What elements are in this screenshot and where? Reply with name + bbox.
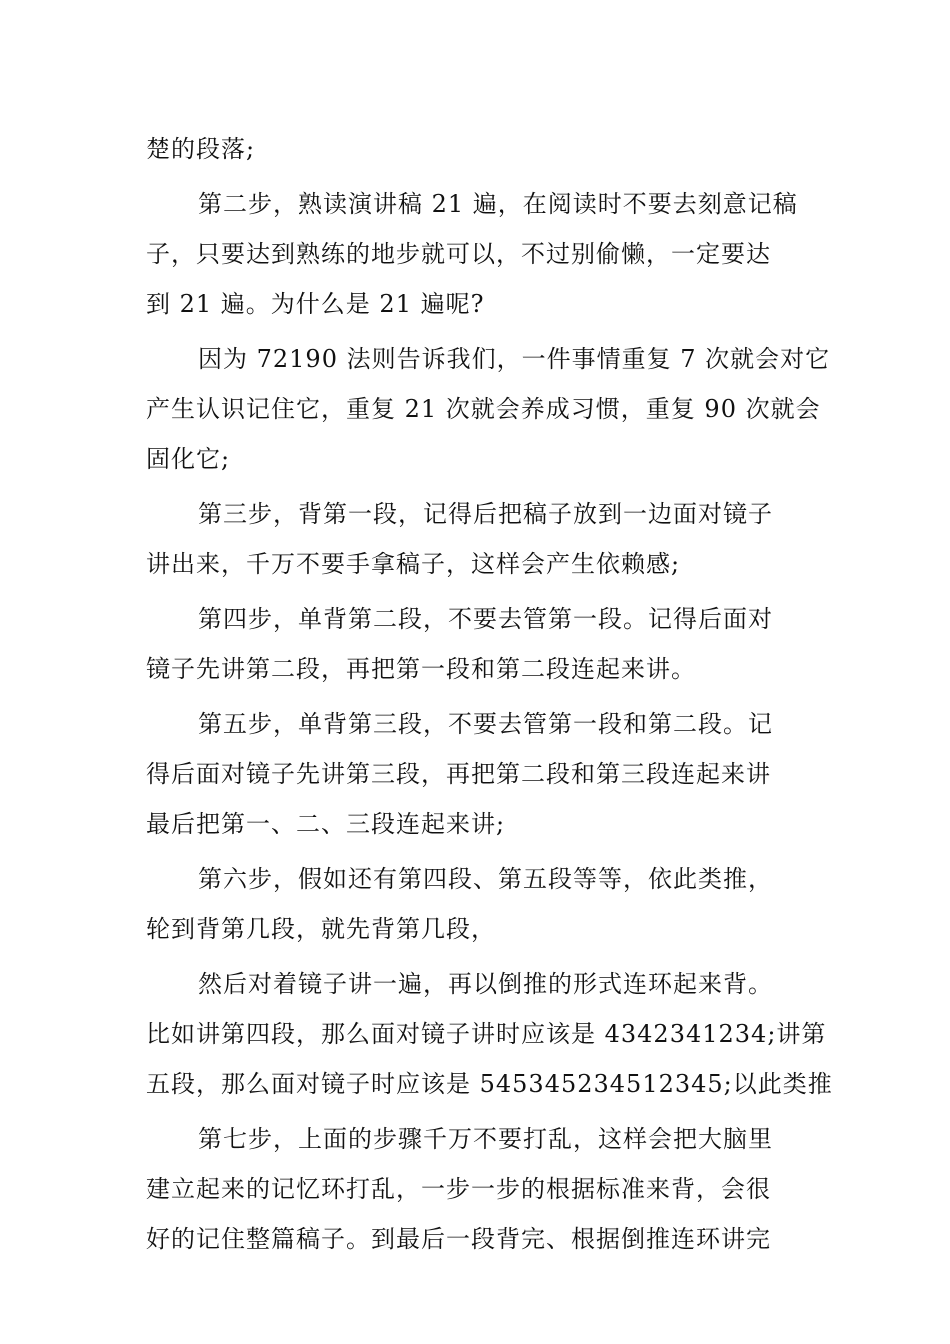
text-line: 第五步，单背第三段，不要去管第一段和第二段。记 [198, 710, 773, 738]
paragraph-step-three [146, 489, 810, 589]
paragraph-step-four [146, 594, 810, 694]
text-line: 第三步，背第一段，记得后把稿子放到一边面对镜子 [198, 500, 773, 528]
text-line: 第六步，假如还有第四段、第五段等等，依此类推， [198, 865, 773, 893]
paragraph-step-five [146, 699, 810, 849]
paragraph-72190-rule [146, 334, 831, 484]
text-line: 第二步，熟读演讲稿 21 遍，在阅读时不要去刻意记稿 [198, 190, 798, 218]
text-line: 子，只要达到熟练的地步就可以，不过别偷懒，一定要达 [146, 240, 771, 268]
paragraph-step-six [146, 854, 810, 954]
paragraph-continuation [146, 124, 810, 174]
text-line: 比如讲第四段，那么面对镜子讲时应该是 4342341234;讲第 [146, 1020, 827, 1048]
text-line: 第四步，单背第二段，不要去管第一段。记得后面对 [198, 605, 773, 633]
text-line: 最后把第一、二、三段连起来讲; [146, 810, 506, 838]
text-line: 讲出来，千万不要手拿稿子，这样会产生依赖感; [146, 550, 681, 578]
text-line: 固化它; [146, 445, 231, 473]
text-line: 镜子先讲第二段，再把第一段和第二段连起来讲。 [146, 655, 696, 683]
text-line: 产生认识记住它，重复 21 次就会养成习惯，重复 90 次就会 [146, 395, 821, 423]
text-line: 到 21 遍。为什么是 21 遍呢? [146, 290, 485, 318]
text-line: 五段，那么面对镜子时应该是 545345234512345;以此类推 [146, 1070, 833, 1098]
text-line: 第七步，上面的步骤千万不要打乱，这样会把大脑里 [198, 1125, 773, 1153]
text-line: 建立起来的记忆环打乱，一步一步的根据标准来背，会很 [146, 1175, 771, 1203]
paragraph-reverse-chain [146, 959, 833, 1109]
text-line: 楚的段落; [146, 135, 256, 163]
text-line: 然后对着镜子讲一遍，再以倒推的形式连环起来背。 [198, 970, 773, 998]
text-line: 好的记住整篇稿子。到最后一段背完、根据倒推连环讲完 [146, 1225, 771, 1253]
text-line: 因为 72190 法则告诉我们，一件事情重复 7 次就会对它 [198, 345, 831, 373]
paragraph-step-seven [146, 1114, 810, 1264]
text-line: 轮到背第几段，就先背第几段， [146, 915, 496, 943]
document-body [146, 124, 833, 1264]
paragraph-step-two [146, 179, 810, 329]
text-line: 得后面对镜子先讲第三段，再把第二段和第三段连起来讲 [146, 760, 771, 788]
